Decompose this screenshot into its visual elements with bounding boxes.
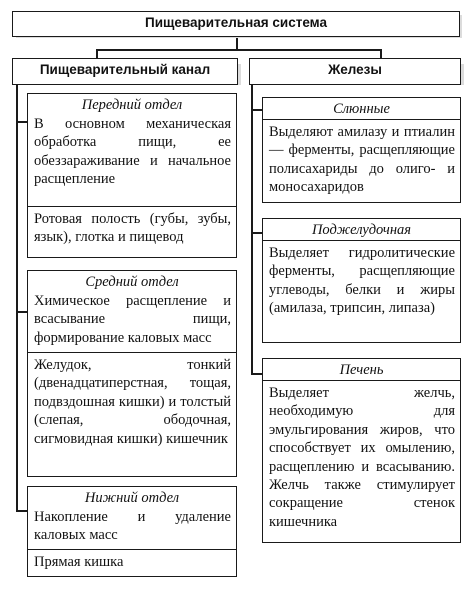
gland-pancreas-title: Поджелудочная — [311, 222, 412, 238]
diagram-title-text: Пищеварительная система — [145, 15, 327, 30]
connector-horizontal — [96, 49, 381, 51]
section-front — [27, 93, 237, 258]
section-middle-organs-cell — [28, 352, 236, 451]
gland-liver-text: Выделяет желчь, необходимую для эмульгирования жиров, что способствует их омылению, расщеплению и всасыванию. Желчь также стимулирует сокращение стенок кишечника — [269, 385, 455, 530]
gland-pancreas-text-cell — [263, 240, 460, 321]
gland-salivary — [262, 97, 461, 203]
digestive-canal-header — [12, 58, 238, 85]
section-front-title: Передний отдел — [81, 97, 183, 113]
digestive-canal-header-text: Пищеварительный канал — [39, 62, 211, 77]
section-front-organs: Ротовая полость (губы, зубы, язык), глотка и пищевод — [34, 211, 231, 246]
gland-pancreas-text: Выделяет гидролитические ферменты, расщепляющие углеводы, белки и жиры (амилаза, трипсин, липаза) — [269, 245, 455, 317]
gland-salivary-text: Выделяют амилазу и птиалин — ферменты, расщепляющие полисахариды до олиго- и моносахаридов — [269, 124, 455, 196]
section-lower — [27, 486, 237, 577]
section-lower-title: Нижний отдел — [84, 490, 180, 506]
section-middle-title: Средний отдел — [85, 274, 179, 290]
section-middle-function: Химическое расщепление и всасывание пищи, формирование каловых масс — [34, 293, 231, 346]
gland-salivary-title: Слюнные — [333, 101, 390, 117]
gland-liver-text-cell — [263, 380, 460, 534]
section-lower-organs: Прямая кишка — [34, 554, 124, 570]
glands-header — [249, 58, 461, 85]
diagram-title — [12, 11, 460, 37]
section-middle — [27, 270, 237, 477]
gland-liver — [262, 358, 461, 543]
glands-header-text: Железы — [328, 62, 382, 77]
gland-liver-title: Печень — [339, 362, 384, 378]
right-spine — [251, 84, 253, 374]
section-lower-function: Накопление и удаление каловых масс — [34, 509, 231, 544]
left-spine — [16, 84, 18, 511]
section-front-organs-cell — [28, 206, 236, 250]
section-front-function: В основном механическая обработка пищи, ее обеззараживание и начальное расщепление — [34, 116, 231, 188]
gland-salivary-text-cell — [263, 119, 460, 200]
section-lower-organs-cell — [28, 549, 236, 574]
gland-pancreas — [262, 218, 461, 343]
section-middle-organs: Желудок, тонкий (двенадцатиперстная, тощая, подвздошная кишки) и толстый (слепая, ободочная, сигмовидная кишки) кишечник — [34, 357, 231, 447]
